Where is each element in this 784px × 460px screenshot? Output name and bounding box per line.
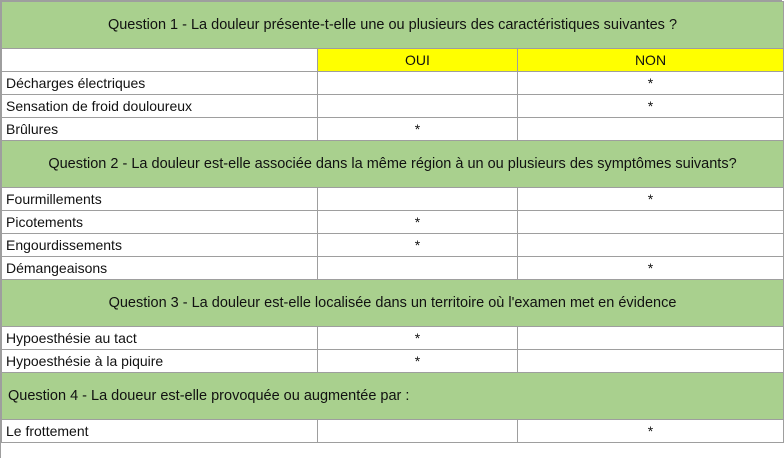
oui-cell[interactable]: * [318,350,518,373]
row-label: Sensation de froid douloureux [2,95,318,118]
question-1-title: Question 1 - La douleur présente-t-elle une ou plusieurs des caractéristiques suivantes ? [2,2,784,49]
question-4-row [2,373,784,420]
table-row [2,188,784,211]
non-cell[interactable] [518,350,784,373]
question-3-title: Question 3 - La douleur est-elle localisée dans un territoire où l'examen met en évidence [2,280,784,327]
non-cell[interactable]: * [518,257,784,280]
header-non: NON [518,49,784,72]
oui-cell[interactable] [318,257,518,280]
table-row [2,420,784,443]
row-label: Brûlures [2,118,318,141]
oui-cell[interactable] [318,95,518,118]
table-row [2,257,784,280]
table-row [2,211,784,234]
questionnaire-table [1,1,784,443]
oui-cell[interactable]: * [318,118,518,141]
question-3-row [2,280,784,327]
table-row [2,234,784,257]
row-label: Picotements [2,211,318,234]
question-1-row [2,2,784,49]
table-row [2,118,784,141]
oui-cell[interactable] [318,188,518,211]
table-row [2,95,784,118]
non-cell[interactable]: * [518,420,784,443]
row-label: Fourmillements [2,188,318,211]
table-row [2,327,784,350]
row-label: Hypoesthésie au tact [2,327,318,350]
table-row [2,72,784,95]
oui-cell[interactable] [318,72,518,95]
question-2-title: Question 2 - La douleur est-elle associée dans la même région à un ou plusieurs des symptômes suivants? [2,141,784,188]
row-label: Le frottement [2,420,318,443]
non-cell[interactable] [518,211,784,234]
row-label: Démangeaisons [2,257,318,280]
question-2-row [2,141,784,188]
non-cell[interactable]: * [518,188,784,211]
non-cell[interactable] [518,327,784,350]
non-cell[interactable]: * [518,72,784,95]
oui-cell[interactable]: * [318,234,518,257]
non-cell[interactable] [518,118,784,141]
non-cell[interactable]: * [518,95,784,118]
row-label: Décharges électriques [2,72,318,95]
oui-cell[interactable] [318,420,518,443]
table-row [2,350,784,373]
oui-cell[interactable]: * [318,327,518,350]
row-label: Engourdissements [2,234,318,257]
oui-cell[interactable]: * [318,211,518,234]
header-oui: OUI [318,49,518,72]
non-cell[interactable] [518,234,784,257]
row-label: Hypoesthésie à la piquire [2,350,318,373]
question-4-title: Question 4 - La doueur est-elle provoquée ou augmentée par : [2,373,784,420]
answer-header-row [2,49,784,72]
header-blank-cell [2,49,318,72]
